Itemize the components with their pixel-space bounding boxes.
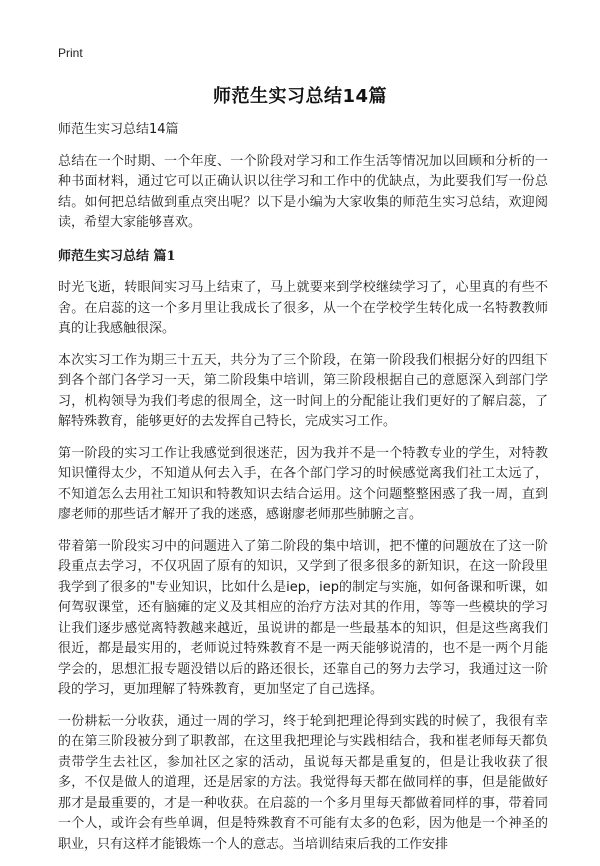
- body-paragraph: 本次实习工作为期三十五天，共分为了三个阶段，在第一阶段我们根据分好的四组下到各个部门各学习一天，第二阶段集中培训，第三阶段根据自己的意愿深入到部门学习，机构领导为我们考虑的很周全，这一时间上的分配能让我们更好的了解启蕊，了解特殊教育，能够更好的去发挥自己特长，完成实习工作。: [58, 352, 548, 429]
- body-paragraph: 带着第一阶段实习中的问题进入了第二阶段的集中培训，把不懂的问题放在了这一阶段重点去学习，不仅巩固了原有的知识，又学到了很多很多的新知识，在这一阶段里我学到了很多的"专业知识，比如什么是iep，iep的制定与实施，如何备课和听课，如何驾驭课堂，还有脑瘫的定义及其相应的治疗方法对其的作用，等等一些模块的学习让我们逐步感觉离特教越来越近，虽说讲的都是一些最基本的知识，但是这些离我们很近，都是最实用的，老师说过特殊教育不是一两天能够说清的，也不是一两个月能学会的，思想汇报专题没错以后的路还很长，还靠自己的努力去学习，我通过这一阶段的学习，更加理解了特殊教育，更加坚定了自己选择。: [58, 538, 548, 697]
- body-paragraph: 第一阶段的实习工作让我感觉到很迷茫，因为我并不是一个特教专业的学生，对特教知识懂得太少，不知道从何去入手，在各个部门学习的时候感觉离我们社工太远了，不知道怎么去用社工知识和特教知识去结合运用。这个问题整整困惑了我一周，直到廖老师的那些话才解开了我的迷惑，感谢廖老师那些肺腑之言。: [58, 445, 548, 522]
- body-paragraph: 一份耕耘一分收获，通过一周的学习，终于轮到把理论得到实践的时候了，我很有幸的在第三阶段被分到了职教部，在这里我把理论与实践相结合，我和崔老师每天都负责带学生去社区，参加社区之家的活动，虽说每天都是重复的，但是让我收获了很多，不仅是做人的道理，还是居家的方法。我觉得每天都在做同样的事，但是能做好那才是最重要的，才是一种收获。在启蕊的一个多月里每天都做着同样的事，带着同一个人，或许会有些单调，但是特殊教育不可能有太多的色彩，因为他是一个神圣的职业，只有这样才能锻炼一个人的意志。当培训结束后我的工作安排: [58, 713, 548, 852]
- intro-paragraph: 总结在一个时期、一个年度、一个阶段对学习和工作生活等情况加以回顾和分析的一种书面材料，通过它可以正确认识以往学习和工作中的优缺点，为此要我们写一份总结。如何把总结做到重点突出呢？以下是小编为大家收集的师范生实习总结，欢迎阅读，希望大家能够喜欢。: [58, 153, 548, 230]
- section-heading: 师范生实习总结 篇1: [58, 248, 176, 264]
- print-link[interactable]: Print: [58, 46, 83, 60]
- article-subtitle: 师范生实习总结14篇: [58, 122, 179, 137]
- page-title: 师范生实习总结14篇: [212, 86, 388, 107]
- body-paragraph: 时光飞逝，转眼间实习马上结束了，马上就要来到学校继续学习了，心里真的有些不舍。在启蕊的这一个多月里让我成长了很多，从一个在学校学生转化成一名特教教师真的让我感触很深。: [58, 280, 548, 336]
- article-body: [58, 120, 548, 866]
